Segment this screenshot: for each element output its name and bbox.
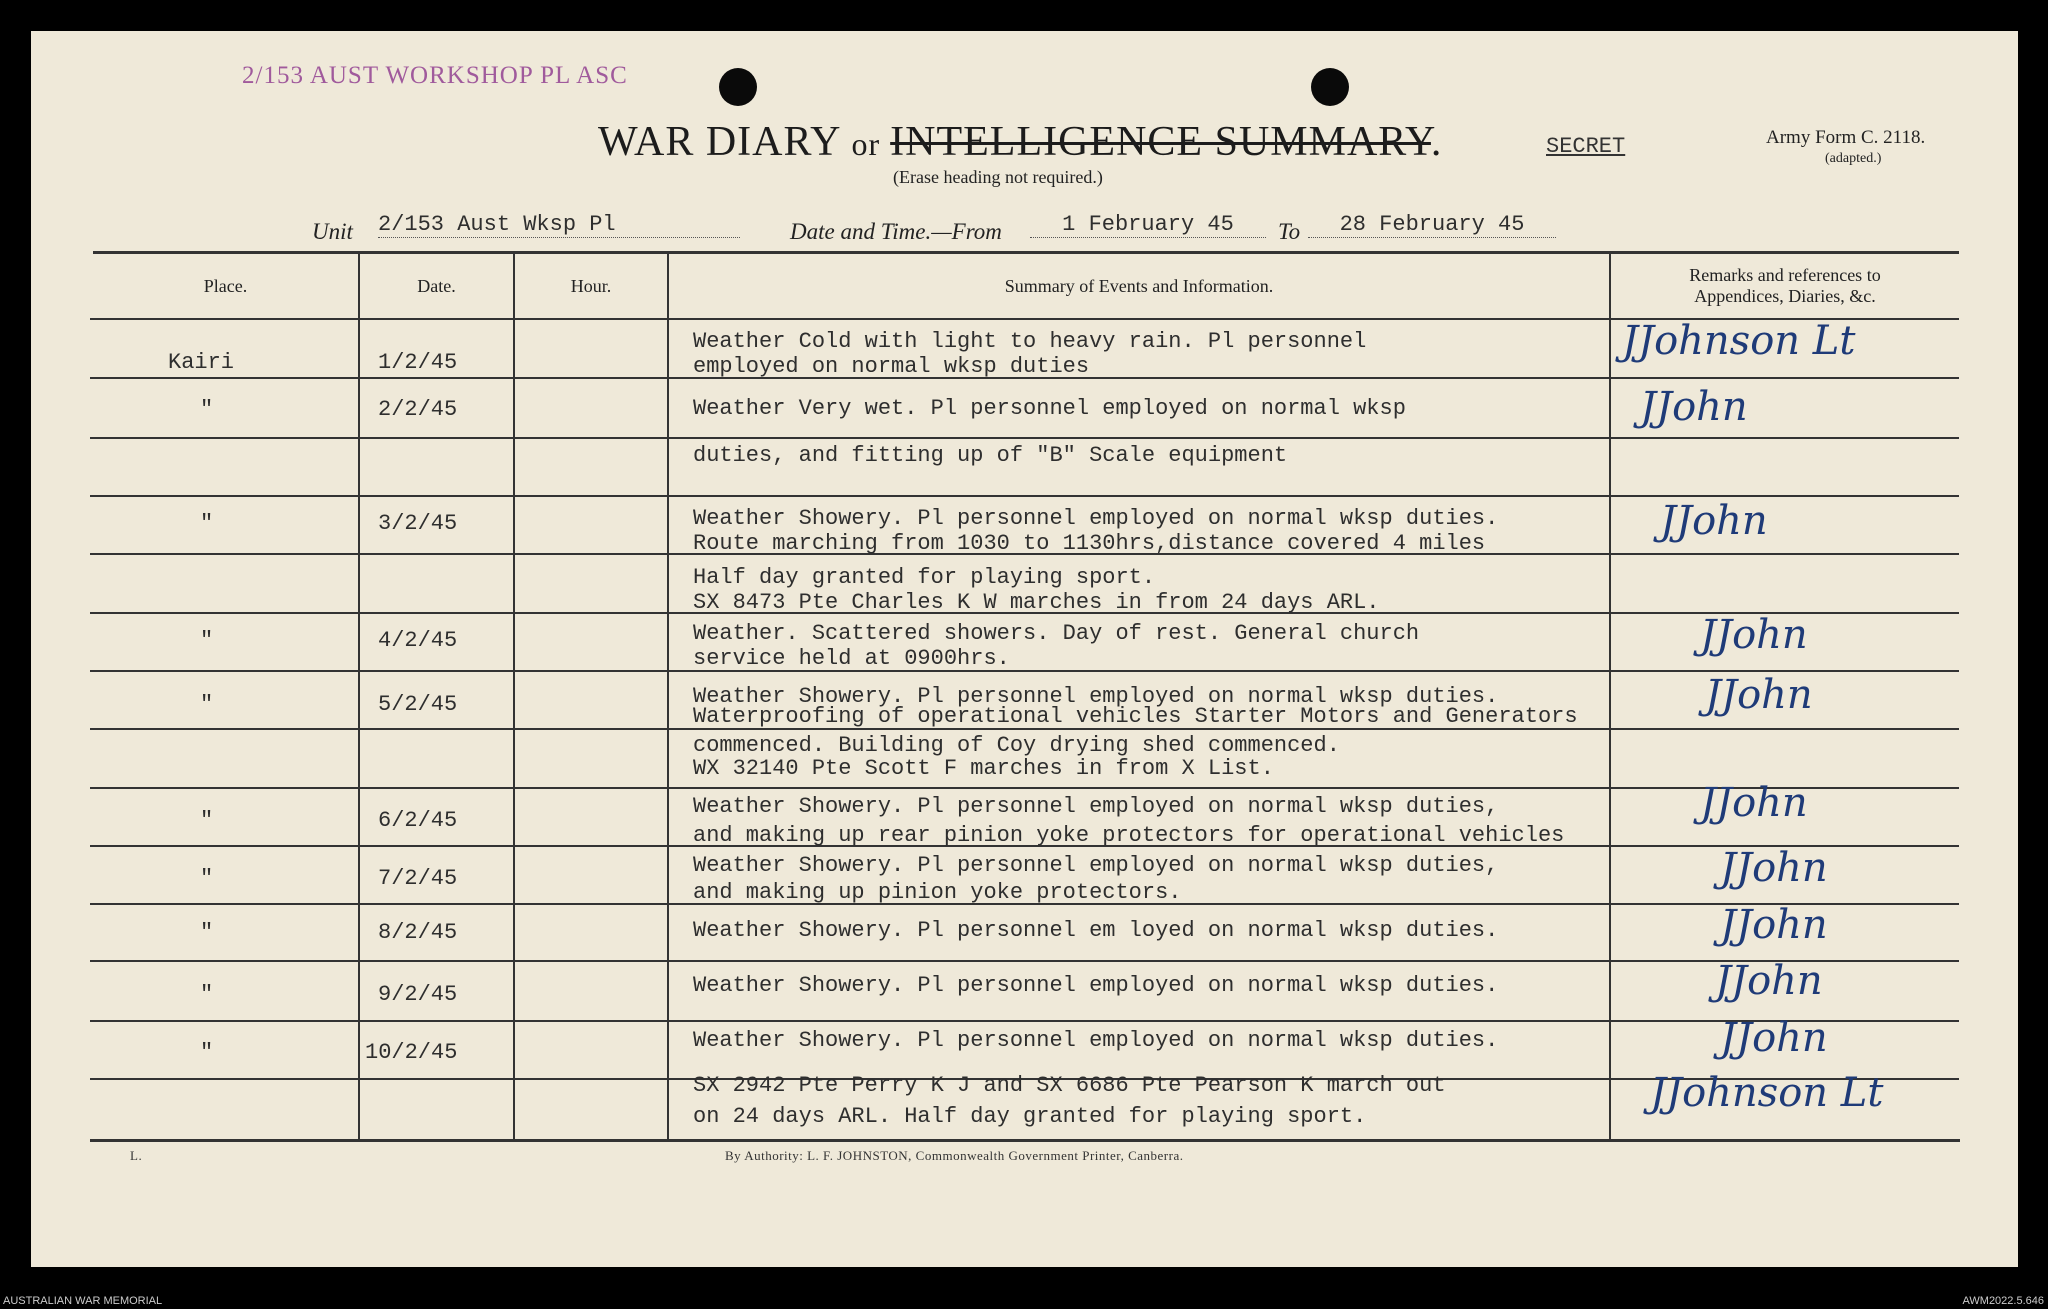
entry-initials: JJohn: [1700, 612, 1808, 658]
entry-line: Weather Showery. Pl personnel employed on normal wksp duties,: [693, 794, 1499, 819]
col-header-hour: Hour.: [570, 276, 612, 296]
entry-line: SX 8473 Pte Charles K W marches in from 24 days ARL.: [693, 590, 1380, 615]
entry-initials: JJohn: [1720, 845, 1828, 891]
date-from-value: 1 February 45: [1030, 212, 1266, 238]
entry-place: Kairi: [168, 350, 235, 375]
entry-initials: JJohn: [1705, 672, 1813, 718]
entry-date: 6/2/45: [378, 808, 458, 833]
col-divider-summary: [1609, 253, 1611, 1139]
table-top-rule: [93, 251, 1959, 254]
date-to-value: 28 February 45: [1308, 212, 1556, 238]
col-divider-date: [513, 253, 515, 1139]
entry-line: employed on normal wksp duties: [693, 354, 1090, 379]
entry-date: 3/2/45: [378, 511, 458, 536]
col-header-remarks-line1: Remarks and references to: [1689, 265, 1881, 285]
entry-line: Weather Cold with light to heavy rain. Pl personnel: [693, 329, 1367, 354]
entry-line: Weather Showery. Pl personnel em loyed on normal wksp duties.: [693, 918, 1499, 943]
entry-place: ": [200, 982, 214, 1007]
unit-label: Unit: [312, 219, 353, 244]
entry-line: Weather. Scattered showers. Day of rest. General church: [693, 621, 1420, 646]
title-or: or: [851, 126, 881, 162]
entry-place: ": [200, 511, 214, 536]
page-title: [598, 118, 1442, 166]
title-end: .: [1430, 119, 1443, 165]
entry-date: 5/2/45: [378, 692, 458, 717]
entry-line: Weather Showery. Pl personnel employed on normal wksp duties.: [693, 506, 1499, 531]
table-bottom-rule: [90, 1139, 1960, 1142]
entry-line: Weather Showery. Pl personnel employed on normal wksp duties.: [693, 684, 1499, 709]
entry-place: ": [200, 397, 214, 422]
row-rule: [90, 670, 1959, 672]
army-form: Army Form C. 2118.: [1766, 127, 1926, 148]
entry-initials: JJohn: [1640, 384, 1748, 430]
row-rule: [90, 787, 1959, 789]
col-divider-place: [358, 253, 360, 1139]
entry-place: ": [200, 628, 214, 653]
entry-initials: JJohnson Lt: [1650, 1070, 1884, 1116]
row-rule: [90, 437, 1959, 439]
entry-date: 4/2/45: [378, 628, 458, 653]
entry-place: ": [200, 692, 214, 717]
entry-date: 9/2/45: [378, 982, 458, 1007]
entry-place: ": [200, 866, 214, 891]
entry-line: WX 32140 Pte Scott F marches in from X List.: [693, 756, 1274, 781]
title-main: WAR DIARY: [598, 119, 842, 165]
footer-authority: By Authority: L. F. JOHNSTON, Commonwealth Government Printer, Canberra.: [725, 1148, 1184, 1163]
entry-line: Weather Showery. Pl personnel employed on normal wksp duties,: [693, 853, 1499, 878]
entry-line: and making up pinion yoke protectors.: [693, 880, 1182, 905]
entry-line: Waterproofing of operational vehicles Starter Motors and Generators: [693, 704, 1578, 729]
entry-line: Weather Showery. Pl personnel employed on normal wksp duties.: [693, 973, 1499, 998]
entry-place: ": [200, 1040, 214, 1065]
entry-line: Route marching from 1030 to 1130hrs,distance covered 4 miles: [693, 531, 1486, 556]
entry-initials: JJohn: [1700, 780, 1808, 826]
row-rule: [90, 495, 1959, 497]
archive-id: AWM2022.5.646: [1962, 1295, 2044, 1307]
punch-hole-right: [1311, 68, 1349, 106]
col-divider-hour: [667, 253, 669, 1139]
entry-initials: JJohn: [1660, 498, 1768, 544]
archive-label: AUSTRALIAN WAR MEMORIAL: [3, 1295, 163, 1307]
entry-line: Weather Very wet. Pl personnel employed on normal wksp: [693, 396, 1406, 421]
entry-date: 2/2/45: [378, 397, 458, 422]
row-rule: [90, 960, 1959, 962]
entry-initials: JJohn: [1720, 1015, 1828, 1061]
entry-date: 10/2/45: [365, 1040, 458, 1065]
erase-note: (Erase heading not required.): [893, 167, 1103, 187]
col-header-remarks-line2: Appendices, Diaries, &c.: [1694, 286, 1876, 306]
col-header-date: Date.: [417, 276, 456, 296]
entry-line: Half day granted for playing sport.: [693, 565, 1156, 590]
entry-date: 7/2/45: [378, 866, 458, 891]
entry-date: 1/2/45: [378, 350, 458, 375]
date-to-label: To: [1278, 219, 1301, 244]
punch-hole-left: [719, 68, 757, 106]
entry-line: Weather Showery. Pl personnel employed on normal wksp duties.: [693, 1028, 1499, 1053]
entry-line: SX 2942 Pte Perry K J and SX 6686 Pte Pearson K march out: [693, 1073, 1446, 1098]
col-header-place: Place.: [203, 276, 248, 296]
entry-initials: JJohn: [1720, 902, 1828, 948]
footer-form-code: L.: [130, 1148, 143, 1163]
title-struck: INTELLIGENCE SUMMARY: [890, 119, 1431, 165]
entry-place: ": [200, 920, 214, 945]
unit-stamp: 2/153 AUST WORKSHOP PL ASC: [242, 62, 628, 89]
col-header-summary: Summary of Events and Information.: [1004, 276, 1274, 296]
entry-line: duties, and fitting up of "B" Scale equipment: [693, 443, 1288, 468]
entry-initials: JJohn: [1715, 958, 1823, 1004]
army-form-adapted: (adapted.): [1825, 151, 1882, 166]
entry-line: commenced. Building of Coy drying shed commenced.: [693, 733, 1340, 758]
entry-place: ": [200, 808, 214, 833]
classification: SECRET: [1546, 134, 1626, 159]
entry-date: 8/2/45: [378, 920, 458, 945]
entry-line: on 24 days ARL. Half day granted for playing sport.: [693, 1104, 1367, 1129]
row-rule: [90, 1020, 1959, 1022]
unit-value: 2/153 Aust Wksp Pl: [378, 212, 740, 238]
date-from-label: Date and Time.—From: [790, 219, 1002, 244]
entry-line: service held at 0900hrs.: [693, 646, 1010, 671]
entry-initials: JJohnson Lt: [1622, 318, 1856, 364]
entry-line: and making up rear pinion yoke protectors for operational vehicles: [693, 823, 1565, 848]
